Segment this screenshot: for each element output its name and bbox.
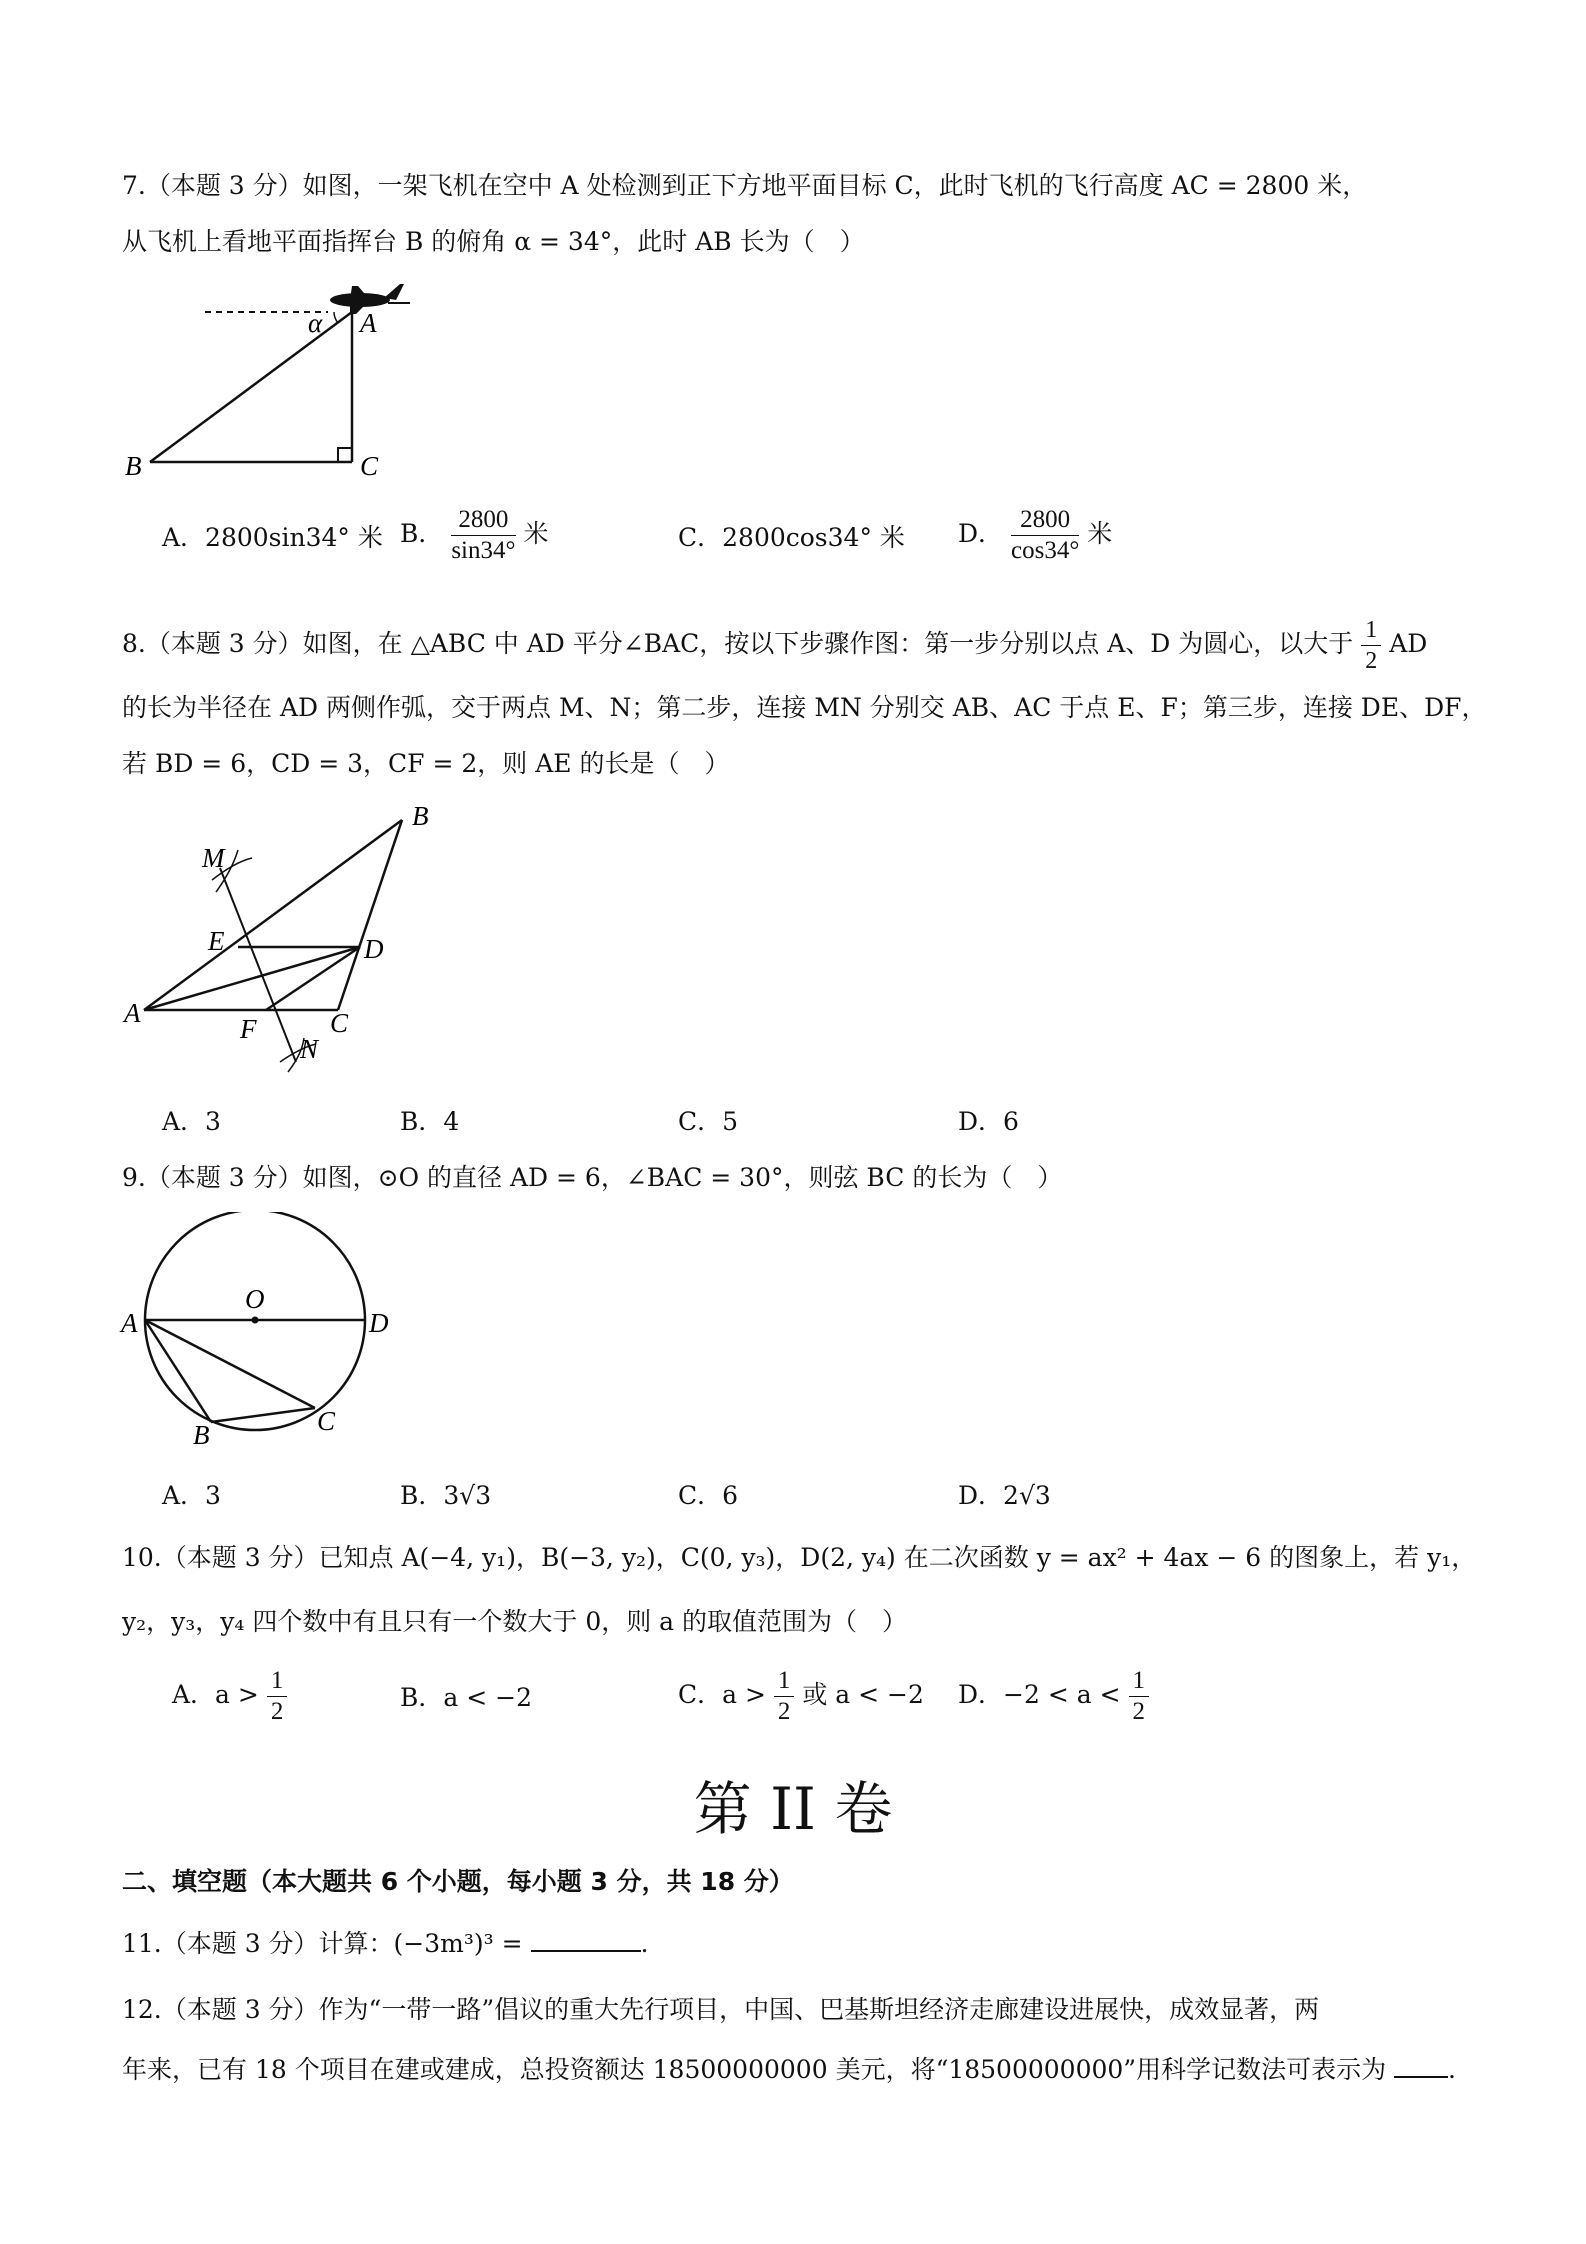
section-heading: 二、填空题（本大题共 6 个小题，每小题 3 分，共 18 分） bbox=[122, 1867, 794, 1896]
q7-option-b-fraction: $\frac{2800}{\sin 34^\circ}$ bbox=[451, 506, 516, 564]
q8-label-B: B bbox=[412, 801, 429, 831]
q7-option-a[interactable]: A．2800sin34° 米 bbox=[162, 523, 383, 552]
q8-option-a[interactable]: A．3 bbox=[162, 1107, 221, 1136]
q9-label-C: C bbox=[317, 1406, 336, 1436]
q8-option-b[interactable]: B．4 bbox=[400, 1107, 460, 1136]
q7-label-C: C bbox=[360, 451, 379, 481]
q9-label-D: D bbox=[369, 1308, 389, 1338]
q9-figure bbox=[115, 1212, 415, 1452]
q10-option-a[interactable]: A．a > $\frac{1}{2}$ bbox=[172, 1666, 287, 1727]
q7-option-d-unit: 米 bbox=[1087, 519, 1113, 548]
q11-line: 11.（本题 3 分）计算：(−3m³)³ = . bbox=[122, 1929, 649, 1958]
q8-line1: 8.（本题 3 分）如图，在 △ABC 中 AD 平分∠BAC，按以下步骤作图：第一步分别以点 A、D 为圆心，以大于 $\frac{1}{2}$ AD bbox=[122, 617, 1428, 674]
q10-line1: 10.（本题 3 分）已知点 A(−4, y₁)，B(−3, y₂)，C(0, y₃)，D(2, y₄) 在二次函数 y = ax² + 4ax − 6 的图象上，若 y₁， bbox=[122, 1543, 1477, 1572]
q9-option-a[interactable]: A．3 bbox=[162, 1481, 221, 1510]
q10-option-d[interactable]: D．−2 < a < $\frac{1}{2}$ bbox=[958, 1666, 1149, 1727]
q9-label-B: B bbox=[193, 1420, 210, 1450]
q7-label-alpha: α bbox=[308, 308, 323, 338]
q9-line1: 9.（本题 3 分）如图，⊙O 的直径 AD = 6，∠BAC = 30°，则弦 BC 的长为（ ） bbox=[122, 1163, 1063, 1192]
q10-option-c[interactable]: C．a > $\frac{1}{2}$ 或 a < −2 bbox=[678, 1667, 924, 1725]
q7-option-c[interactable]: C．2800cos34° 米 bbox=[678, 523, 905, 552]
q8-label-E: E bbox=[208, 926, 225, 956]
part-title: 第 II 卷 bbox=[693, 1775, 893, 1843]
q7-line1: 7.（本题 3 分）如图，一架飞机在空中 A 处检测到正下方地平面目标 C，此时飞机的飞行高度 AC = 2800 米， bbox=[122, 171, 1368, 200]
q8-line3: 若 BD = 6，CD = 3，CF = 2，则 AE 的长是（ ） bbox=[122, 749, 730, 778]
q7-option-d[interactable] bbox=[958, 505, 1112, 566]
q12-line1: 12.（本题 3 分）作为“一带一路”倡议的重大先行项目，中国、巴基斯坦经济走廊建设进展快，成效显著，两 bbox=[122, 1995, 1320, 2024]
q9-option-b[interactable]: B．3√3 bbox=[400, 1481, 492, 1510]
q9-label-A: A bbox=[121, 1308, 138, 1338]
q7-option-b-label: B． bbox=[400, 519, 444, 548]
q8-label-D: D bbox=[364, 934, 384, 964]
q11-answer-blank[interactable] bbox=[531, 1928, 641, 1952]
q7-figure bbox=[120, 270, 440, 490]
q7-label-B: B bbox=[125, 451, 142, 481]
q9-option-d[interactable]: D．2√3 bbox=[958, 1481, 1051, 1510]
q8-line2: 的长为半径在 AD 两侧作弧，交于两点 M、N；第二步，连接 MN 分别交 AB、AC 于点 E、F；第三步，连接 DE、DF， bbox=[122, 693, 1487, 722]
q10-line2: y₂，y₃，y₄ 四个数中有且只有一个数大于 0，则 a 的取值范围为（ ） bbox=[122, 1607, 908, 1636]
q7-label-A: A bbox=[360, 308, 377, 338]
q8-option-c[interactable]: C．5 bbox=[678, 1107, 739, 1136]
q8-label-F: F bbox=[240, 1014, 257, 1044]
q7-option-b[interactable] bbox=[400, 505, 548, 566]
q7-option-b-unit: 米 bbox=[523, 519, 549, 548]
q9-option-c[interactable]: C．6 bbox=[678, 1481, 739, 1510]
q9-label-O: O bbox=[245, 1284, 265, 1314]
q7-option-d-fraction: $\frac{2800}{\cos 34^\circ}$ bbox=[1011, 506, 1080, 564]
q8-label-M: M bbox=[202, 843, 225, 873]
q12-answer-blank[interactable] bbox=[1394, 2054, 1448, 2078]
q8-label-C: C bbox=[330, 1008, 349, 1038]
q8-figure bbox=[120, 800, 460, 1090]
q8-label-N: N bbox=[300, 1034, 319, 1064]
q10-option-b[interactable]: B．a < −2 bbox=[400, 1683, 532, 1712]
q8-option-d[interactable]: D．6 bbox=[958, 1107, 1019, 1136]
q12-line2: 年来，已有 18 个项目在建或建成，总投资额达 18500000000 美元，将“18500000000”用科学记数法可表示为 . bbox=[122, 2055, 1456, 2084]
q7-line2: 从飞机上看地平面指挥台 B 的俯角 α = 34°，此时 AB 长为（ ） bbox=[122, 227, 865, 256]
q7-option-d-label: D． bbox=[958, 519, 1004, 548]
q8-label-A: A bbox=[124, 998, 141, 1028]
